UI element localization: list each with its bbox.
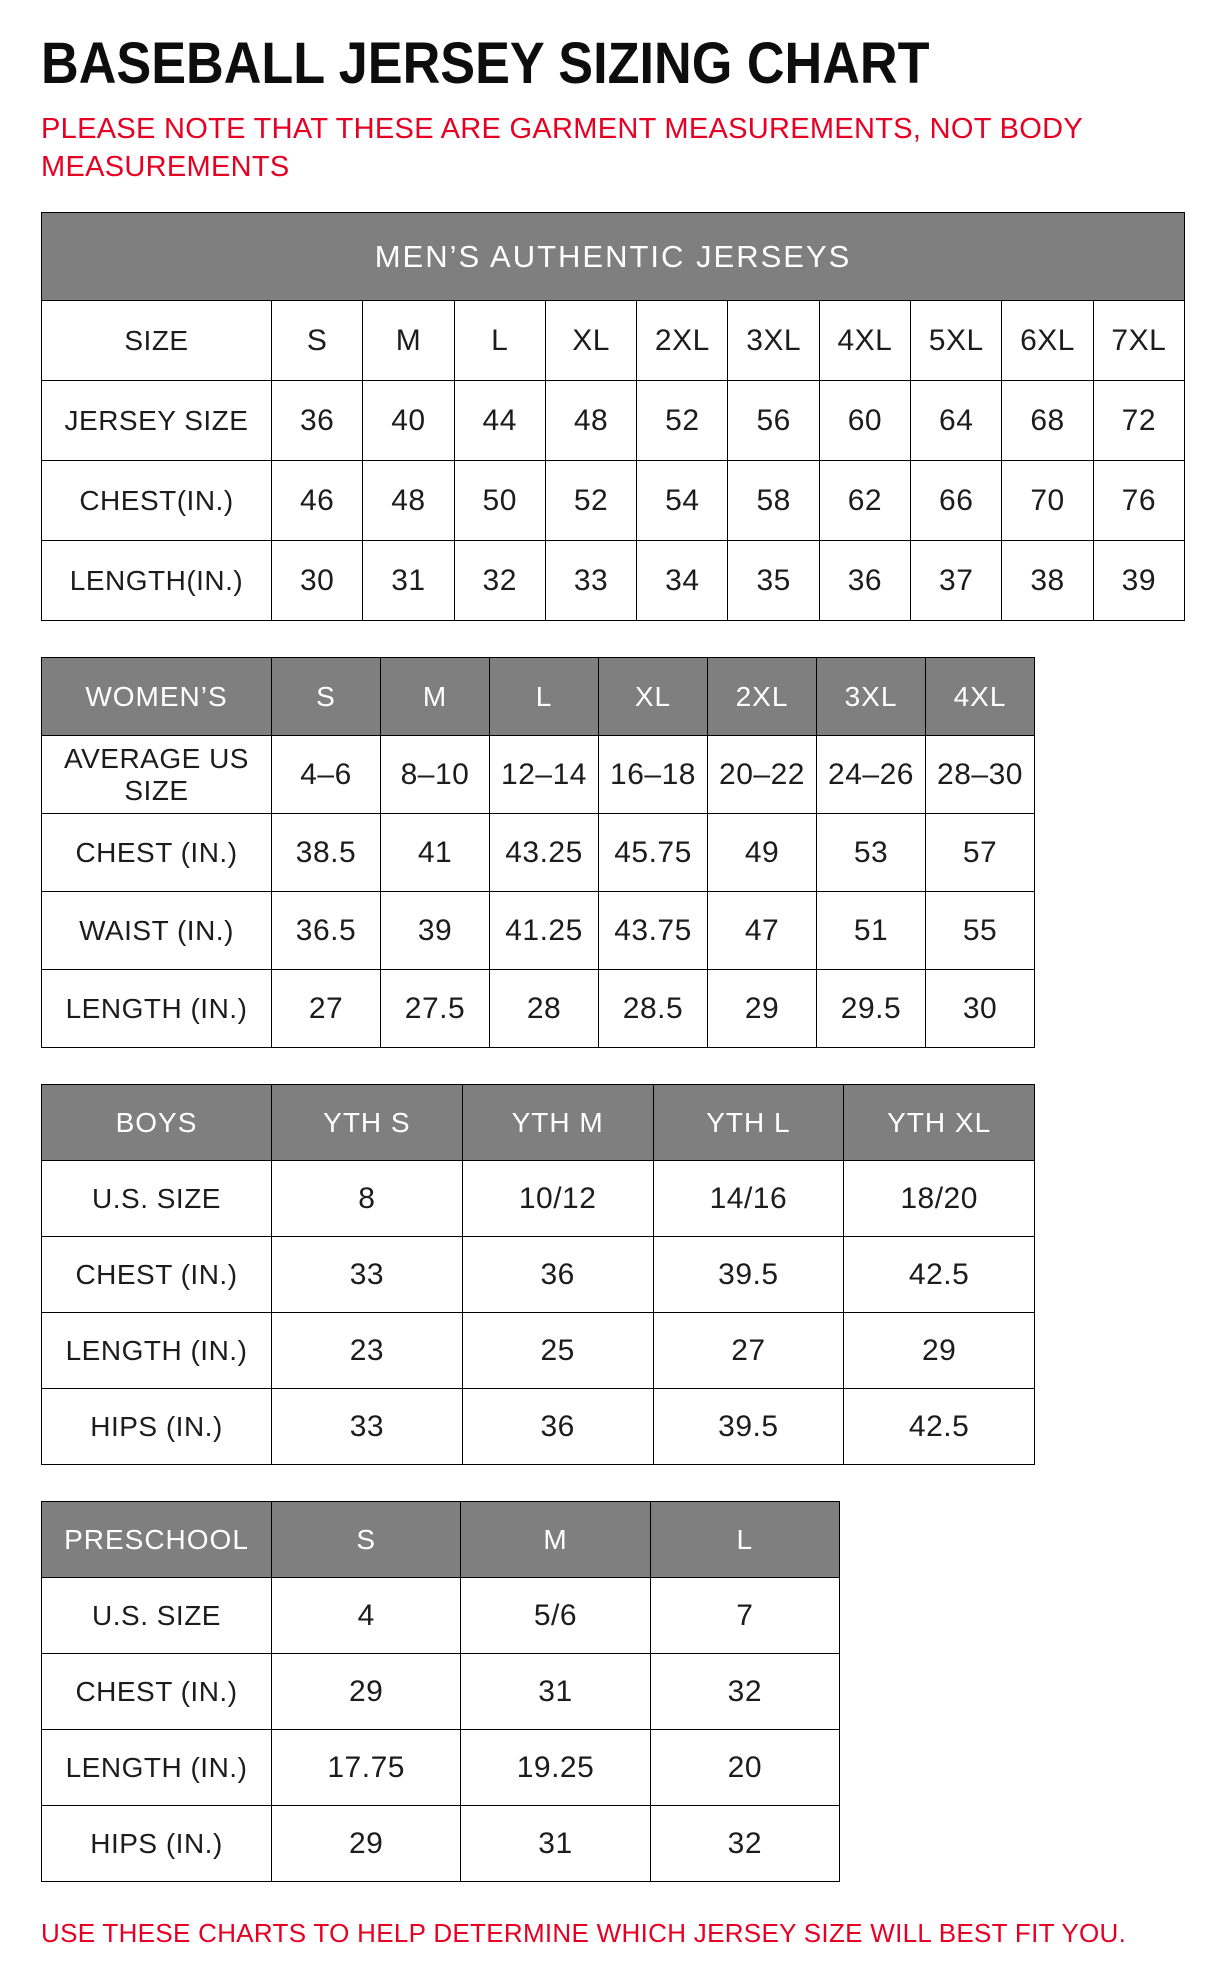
size-value-cell: 7XL (1093, 301, 1184, 381)
tables-section (41, 212, 1192, 1882)
size-value-cell: 20 (650, 1730, 839, 1806)
size-value-cell: 72 (1093, 381, 1184, 461)
column-header: M (381, 658, 490, 736)
row-label: CHEST (IN.) (42, 1654, 272, 1730)
size-value-cell: 10/12 (462, 1161, 653, 1237)
row-label: U.S. SIZE (42, 1161, 272, 1237)
size-value-cell: L (454, 301, 545, 381)
size-value-cell: 29 (844, 1313, 1035, 1389)
size-value-cell: 23 (272, 1313, 463, 1389)
size-value-cell: 52 (545, 461, 636, 541)
row-label: JERSEY SIZE (42, 381, 272, 461)
size-value-cell: 42.5 (844, 1237, 1035, 1313)
row-label: LENGTH(IN.) (42, 541, 272, 621)
size-value-cell: 68 (1002, 381, 1093, 461)
size-value-cell: 70 (1002, 461, 1093, 541)
size-value-cell: 39 (381, 892, 490, 970)
size-value-cell: 7 (650, 1578, 839, 1654)
size-value-cell: 29 (272, 1806, 461, 1882)
size-value-cell: XL (545, 301, 636, 381)
size-value-cell: 4–6 (272, 736, 381, 814)
size-value-cell: 55 (926, 892, 1035, 970)
size-value-cell: 56 (728, 381, 819, 461)
size-value-cell: 27 (272, 970, 381, 1048)
size-value-cell: 42.5 (844, 1389, 1035, 1465)
row-label: LENGTH (IN.) (42, 1730, 272, 1806)
size-value-cell: 16–18 (599, 736, 708, 814)
size-value-cell: 5/6 (461, 1578, 650, 1654)
column-header: 4XL (926, 658, 1035, 736)
size-value-cell: 57 (926, 814, 1035, 892)
size-value-cell: 25 (462, 1313, 653, 1389)
size-value-cell: 28.5 (599, 970, 708, 1048)
size-value-cell: 49 (708, 814, 817, 892)
row-label: WAIST (IN.) (42, 892, 272, 970)
size-value-cell: 18/20 (844, 1161, 1035, 1237)
size-value-cell: 66 (911, 461, 1002, 541)
size-value-cell: 35 (728, 541, 819, 621)
size-value-cell: 39 (1093, 541, 1184, 621)
column-header: YTH M (462, 1085, 653, 1161)
row-label: U.S. SIZE (42, 1578, 272, 1654)
size-value-cell: 4XL (819, 301, 910, 381)
row-label: LENGTH (IN.) (42, 1313, 272, 1389)
mens-sizing-table (41, 212, 1185, 621)
preschool-sizing-table (41, 1501, 840, 1882)
fit-advice-note: USE THESE CHARTS TO HELP DETERMINE WHICH JERSEY SIZE WILL BEST FIT YOU. (41, 1918, 1127, 1949)
size-value-cell: 45.75 (599, 814, 708, 892)
sizing-chart-page (41, 30, 1192, 1949)
preschool-header-label: PRESCHOOL (42, 1502, 272, 1578)
size-value-cell: 12–14 (490, 736, 599, 814)
size-value-cell: 46 (272, 461, 363, 541)
womens-header-label: WOMEN’S (42, 658, 272, 736)
size-value-cell: 76 (1093, 461, 1184, 541)
size-value-cell: 51 (817, 892, 926, 970)
size-value-cell: 24–26 (817, 736, 926, 814)
size-value-cell: 39.5 (653, 1389, 844, 1465)
size-value-cell: 32 (650, 1806, 839, 1882)
size-value-cell: 33 (272, 1237, 463, 1313)
row-label: LENGTH (IN.) (42, 970, 272, 1048)
row-label: CHEST(IN.) (42, 461, 272, 541)
size-value-cell: 38.5 (272, 814, 381, 892)
size-value-cell: 4 (272, 1578, 461, 1654)
size-value-cell: 32 (650, 1654, 839, 1730)
row-label: AVERAGE US SIZE (42, 736, 272, 814)
column-header: YTH XL (844, 1085, 1035, 1161)
size-value-cell: 27 (653, 1313, 844, 1389)
garment-measurement-note: PLEASE NOTE THAT THESE ARE GARMENT MEASUREMENTS, NOT BODY MEASUREMENTS (41, 113, 1083, 183)
mens-table-title: MEN’S AUTHENTIC JERSEYS (42, 213, 1185, 301)
column-header: S (272, 1502, 461, 1578)
size-value-cell: 8 (272, 1161, 463, 1237)
column-header: YTH L (653, 1085, 844, 1161)
size-value-cell: 43.75 (599, 892, 708, 970)
size-value-cell: 14/16 (653, 1161, 844, 1237)
size-value-cell: 31 (461, 1806, 650, 1882)
size-value-cell: 58 (728, 461, 819, 541)
size-value-cell: 30 (926, 970, 1035, 1048)
size-value-cell: 36.5 (272, 892, 381, 970)
page-title: BASEBALL JERSEY SIZING CHART (41, 31, 930, 96)
size-value-cell: 39.5 (653, 1237, 844, 1313)
size-value-cell: 33 (545, 541, 636, 621)
size-value-cell: 37 (911, 541, 1002, 621)
column-header: 3XL (817, 658, 926, 736)
row-label: CHEST (IN.) (42, 1237, 272, 1313)
womens-sizing-table (41, 657, 1035, 1048)
boys-sizing-table (41, 1084, 1035, 1465)
size-value-cell: 60 (819, 381, 910, 461)
size-value-cell: M (363, 301, 454, 381)
size-value-cell: 40 (363, 381, 454, 461)
row-label: HIPS (IN.) (42, 1389, 272, 1465)
size-value-cell: 3XL (728, 301, 819, 381)
column-header: YTH S (272, 1085, 463, 1161)
size-value-cell: 17.75 (272, 1730, 461, 1806)
size-value-cell: S (272, 301, 363, 381)
size-value-cell: 28 (490, 970, 599, 1048)
size-value-cell: 32 (454, 541, 545, 621)
size-value-cell: 41 (381, 814, 490, 892)
size-value-cell: 8–10 (381, 736, 490, 814)
size-value-cell: 6XL (1002, 301, 1093, 381)
size-value-cell: 38 (1002, 541, 1093, 621)
size-value-cell: 19.25 (461, 1730, 650, 1806)
size-value-cell: 36 (272, 381, 363, 461)
size-value-cell: 36 (462, 1389, 653, 1465)
column-header: M (461, 1502, 650, 1578)
boys-header-label: BOYS (42, 1085, 272, 1161)
size-value-cell: 33 (272, 1389, 463, 1465)
size-value-cell: 31 (461, 1654, 650, 1730)
size-value-cell: 31 (363, 541, 454, 621)
size-value-cell: 50 (454, 461, 545, 541)
size-value-cell: 43.25 (490, 814, 599, 892)
row-label: CHEST (IN.) (42, 814, 272, 892)
column-header: S (272, 658, 381, 736)
size-value-cell: 2XL (637, 301, 728, 381)
row-label: SIZE (42, 301, 272, 381)
size-value-cell: 64 (911, 381, 1002, 461)
size-value-cell: 30 (272, 541, 363, 621)
column-header: XL (599, 658, 708, 736)
size-value-cell: 53 (817, 814, 926, 892)
size-value-cell: 44 (454, 381, 545, 461)
size-value-cell: 48 (363, 461, 454, 541)
size-value-cell: 62 (819, 461, 910, 541)
size-value-cell: 34 (637, 541, 728, 621)
size-value-cell: 29 (272, 1654, 461, 1730)
size-value-cell: 41.25 (490, 892, 599, 970)
size-value-cell: 5XL (911, 301, 1002, 381)
size-value-cell: 52 (637, 381, 728, 461)
size-value-cell: 29.5 (817, 970, 926, 1048)
size-value-cell: 27.5 (381, 970, 490, 1048)
size-value-cell: 36 (819, 541, 910, 621)
column-header: L (490, 658, 599, 736)
column-header: L (650, 1502, 839, 1578)
size-value-cell: 47 (708, 892, 817, 970)
row-label: HIPS (IN.) (42, 1806, 272, 1882)
size-value-cell: 36 (462, 1237, 653, 1313)
size-value-cell: 54 (637, 461, 728, 541)
size-value-cell: 20–22 (708, 736, 817, 814)
size-value-cell: 29 (708, 970, 817, 1048)
column-header: 2XL (708, 658, 817, 736)
size-value-cell: 28–30 (926, 736, 1035, 814)
size-value-cell: 48 (545, 381, 636, 461)
